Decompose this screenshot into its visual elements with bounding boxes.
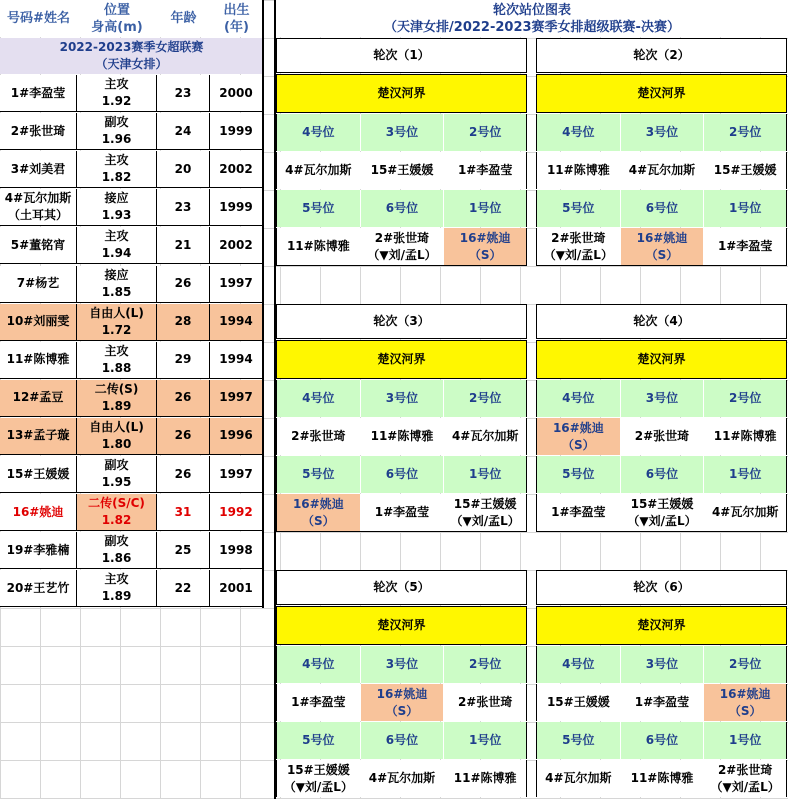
player-name: 1#李盈莹 [0,75,77,112]
court-player: 1#李盈莹 [443,152,527,189]
player-role-height [77,342,157,379]
player-age: 22 [157,570,210,607]
season-title-line2: （天津女排） [95,57,168,71]
court-player: 16#姚迪 （S） [443,228,527,265]
player-role-height [77,113,157,150]
court-position-label: 6号位 [360,456,444,493]
player-age: 23 [157,75,210,112]
court-position-label: 3号位 [620,646,704,683]
player-role-height [77,151,157,188]
court-position-label: 4号位 [536,646,620,683]
court-position-label: 2号位 [443,114,527,151]
court-position-label: 4号位 [276,380,360,417]
court-player: 15#王媛媛 （▼刘/孟L） [443,494,527,531]
court-position-label: 3号位 [360,380,444,417]
player-name: 20#王艺竹 [0,570,77,607]
court-player: 16#姚迪 （S） [360,684,444,721]
player-height: 1.72 [101,322,132,337]
court-position-label: 3号位 [360,646,444,683]
court-position-label: 4号位 [276,646,360,683]
player-age: 26 [157,266,210,303]
player-height: 1.85 [101,284,132,299]
court-player: 1#李盈莹 [536,494,620,531]
player-born: 2001 [210,570,263,607]
player-role: 主攻 [104,229,129,244]
court-position-label: 2号位 [443,646,527,683]
player-age: 21 [157,227,210,264]
player-height: 1.86 [101,551,132,566]
court-position-label: 5号位 [536,190,620,227]
rotation-chart-title-line1: 轮次站位图表 [492,2,571,18]
court-player: 4#瓦尔加斯 [443,418,527,455]
player-role-height [77,304,157,341]
season-title [0,38,263,74]
season-title-line1: 2022-2023赛季女超联赛 [59,40,204,54]
net-label: 楚汉河界 [276,74,527,113]
player-born: 1999 [210,189,263,226]
player-role-height [77,227,157,264]
court-player: 16#姚迪 （S） [276,494,360,531]
player-age: 26 [157,418,210,455]
player-name: 3#刘美君 [0,151,77,188]
court-position-label: 1号位 [443,722,527,759]
net-label: 楚汉河界 [536,340,787,379]
player-name: 10#刘丽雯 [0,304,77,341]
player-age: 24 [157,113,210,150]
net-label: 楚汉河界 [536,74,787,113]
court-position-label: 6号位 [360,722,444,759]
player-name: 16#姚迪 [0,494,77,531]
player-name: 5#董铭宵 [0,227,77,264]
rotation-title: 轮次（1） [276,38,527,73]
rotation-block-bottom [276,531,527,532]
player-role-height [77,266,157,303]
header-born-1: 出生 [223,2,250,18]
player-born: 1997 [210,266,263,303]
court-player: 4#瓦尔加斯 [703,494,787,531]
player-height: 1.82 [101,170,132,185]
court-player: 4#瓦尔加斯 [276,152,360,189]
player-born: 1998 [210,532,263,569]
court-position-label: 2号位 [703,380,787,417]
court-position-label: 5号位 [276,190,360,227]
player-height: 1.94 [101,246,132,261]
header-born-2: (年) [224,19,249,35]
player-born: 1994 [210,304,263,341]
court-player: 11#陈博雅 [620,760,704,797]
court-player: 11#陈博雅 [703,418,787,455]
player-height: 1.89 [101,589,132,604]
court-position-label: 1号位 [703,456,787,493]
player-role: 主攻 [104,572,129,587]
player-height: 1.80 [101,436,132,451]
court-player: 1#李盈莹 [620,684,704,721]
player-role: 自由人(L) [89,305,144,320]
player-name: 7#杨艺 [0,266,77,303]
court-position-label: 6号位 [620,190,704,227]
player-height: 1.95 [101,475,132,490]
court-player: 2#张世琦 （▼刘/孟L） [703,760,787,797]
player-born: 1997 [210,380,263,417]
court-player: 16#姚迪 （S） [620,228,704,265]
player-born: 1996 [210,418,263,455]
net-label: 楚汉河界 [536,606,787,645]
rotation-chart-title [276,0,788,37]
player-height: 1.89 [101,398,132,413]
player-name: 2#张世琦 [0,113,77,150]
player-role: 主攻 [104,77,129,92]
court-position-label: 5号位 [276,722,360,759]
court-position-label: 6号位 [360,190,444,227]
header-born [210,0,263,37]
court-player: 2#张世琦 （▼刘/孟L） [360,228,444,265]
left-table-right-border [262,0,264,608]
header-position: 位置 [103,2,130,18]
court-position-label: 4号位 [276,114,360,151]
header-height: 身高(m) [91,19,143,35]
court-position-label: 1号位 [443,190,527,227]
rotation-title: 轮次（4） [536,304,787,339]
court-position-label: 2号位 [703,114,787,151]
court-position-label: 3号位 [620,114,704,151]
rotation-title: 轮次（6） [536,570,787,605]
court-position-label: 6号位 [620,456,704,493]
player-born: 2000 [210,75,263,112]
court-player: 15#王媛媛 [536,684,620,721]
court-player: 11#陈博雅 [536,152,620,189]
rotation-title: 轮次（5） [276,570,527,605]
player-age: 26 [157,380,210,417]
court-player: 2#张世琦 [276,418,360,455]
player-born: 2002 [210,151,263,188]
player-name: 12#孟豆 [0,380,77,417]
rotation-title: 轮次（3） [276,304,527,339]
court-position-label: 2号位 [703,646,787,683]
court-player: 1#李盈莹 [703,228,787,265]
player-role: 副攻 [104,534,129,549]
court-player: 4#瓦尔加斯 [620,152,704,189]
player-born: 1997 [210,456,263,493]
header-age: 年龄 [157,0,210,37]
player-age: 25 [157,532,210,569]
court-position-label: 5号位 [536,722,620,759]
player-height: 1.92 [101,94,132,109]
court-position-label: 2号位 [443,380,527,417]
court-player: 11#陈博雅 [360,418,444,455]
player-role: 接应 [104,191,129,206]
court-player: 16#姚迪 （S） [703,684,787,721]
court-position-label: 1号位 [443,456,527,493]
court-player: 2#张世琦 （▼刘/孟L） [536,228,620,265]
player-name: 13#孟子璇 [0,418,77,455]
court-player: 4#瓦尔加斯 [360,760,444,797]
player-born: 1999 [210,113,263,150]
right-panel-left-border [274,0,276,799]
player-role-height [77,532,157,569]
player-role: 接应 [104,267,129,282]
player-role-height [77,418,157,455]
court-player: 15#王媛媛 [360,152,444,189]
rotation-block-bottom [276,265,527,266]
court-position-label: 5号位 [276,456,360,493]
court-position-label: 3号位 [360,114,444,151]
net-label: 楚汉河界 [276,340,527,379]
player-age: 31 [157,494,210,531]
court-player: 15#王媛媛 （▼刘/孟L） [276,760,360,797]
player-born: 2002 [210,227,263,264]
player-age: 28 [157,304,210,341]
player-name: 15#王媛媛 [0,456,77,493]
player-age: 20 [157,151,210,188]
rotation-title: 轮次（2） [536,38,787,73]
court-player: 16#姚迪 （S） [536,418,620,455]
player-name: 11#陈博雅 [0,342,77,379]
player-role-height [77,456,157,493]
header-name: 号码#姓名 [0,0,77,37]
player-name: 4#瓦尔加斯 （土耳其） [0,189,77,226]
player-born: 1994 [210,342,263,379]
court-position-label: 1号位 [703,190,787,227]
court-player: 15#王媛媛 （▼刘/孟L） [620,494,704,531]
player-height: 1.88 [101,360,132,375]
player-role: 自由人(L) [89,419,144,434]
court-player: 2#张世琦 [620,418,704,455]
player-age: 29 [157,342,210,379]
player-role: 主攻 [104,343,129,358]
player-role: 副攻 [104,458,129,473]
court-player: 11#陈博雅 [443,760,527,797]
court-position-label: 6号位 [620,722,704,759]
rotation-block-bottom [536,531,787,532]
court-position-label: 1号位 [703,722,787,759]
player-born: 1992 [210,494,263,531]
player-age: 23 [157,189,210,226]
player-role-height [77,494,157,531]
player-height: 1.96 [101,132,132,147]
player-name: 19#李雅楠 [0,532,77,569]
court-player: 2#张世琦 [443,684,527,721]
player-role: 主攻 [104,153,129,168]
header-position-height [77,0,157,37]
court-position-label: 4号位 [536,114,620,151]
player-height: 1.93 [101,208,132,223]
player-height: 1.82 [101,513,132,528]
rotation-chart-title-line2: （天津女排/2022-2023赛季女排超级联赛-决赛） [384,19,680,35]
player-role-height [77,189,157,226]
court-position-label: 4号位 [536,380,620,417]
court-player: 1#李盈莹 [276,684,360,721]
player-role-height [77,75,157,112]
player-role-height [77,570,157,607]
court-player: 1#李盈莹 [360,494,444,531]
player-role: 副攻 [104,115,129,130]
player-age: 26 [157,456,210,493]
player-role-height [77,380,157,417]
player-role: 二传(S) [94,381,139,396]
player-role: 二传(S/C) [88,496,145,511]
court-position-label: 3号位 [620,380,704,417]
net-label: 楚汉河界 [276,606,527,645]
court-position-label: 5号位 [536,456,620,493]
court-player: 11#陈博雅 [276,228,360,265]
court-player: 4#瓦尔加斯 [536,760,620,797]
court-player: 15#王媛媛 [703,152,787,189]
rotation-block-bottom [536,265,787,266]
